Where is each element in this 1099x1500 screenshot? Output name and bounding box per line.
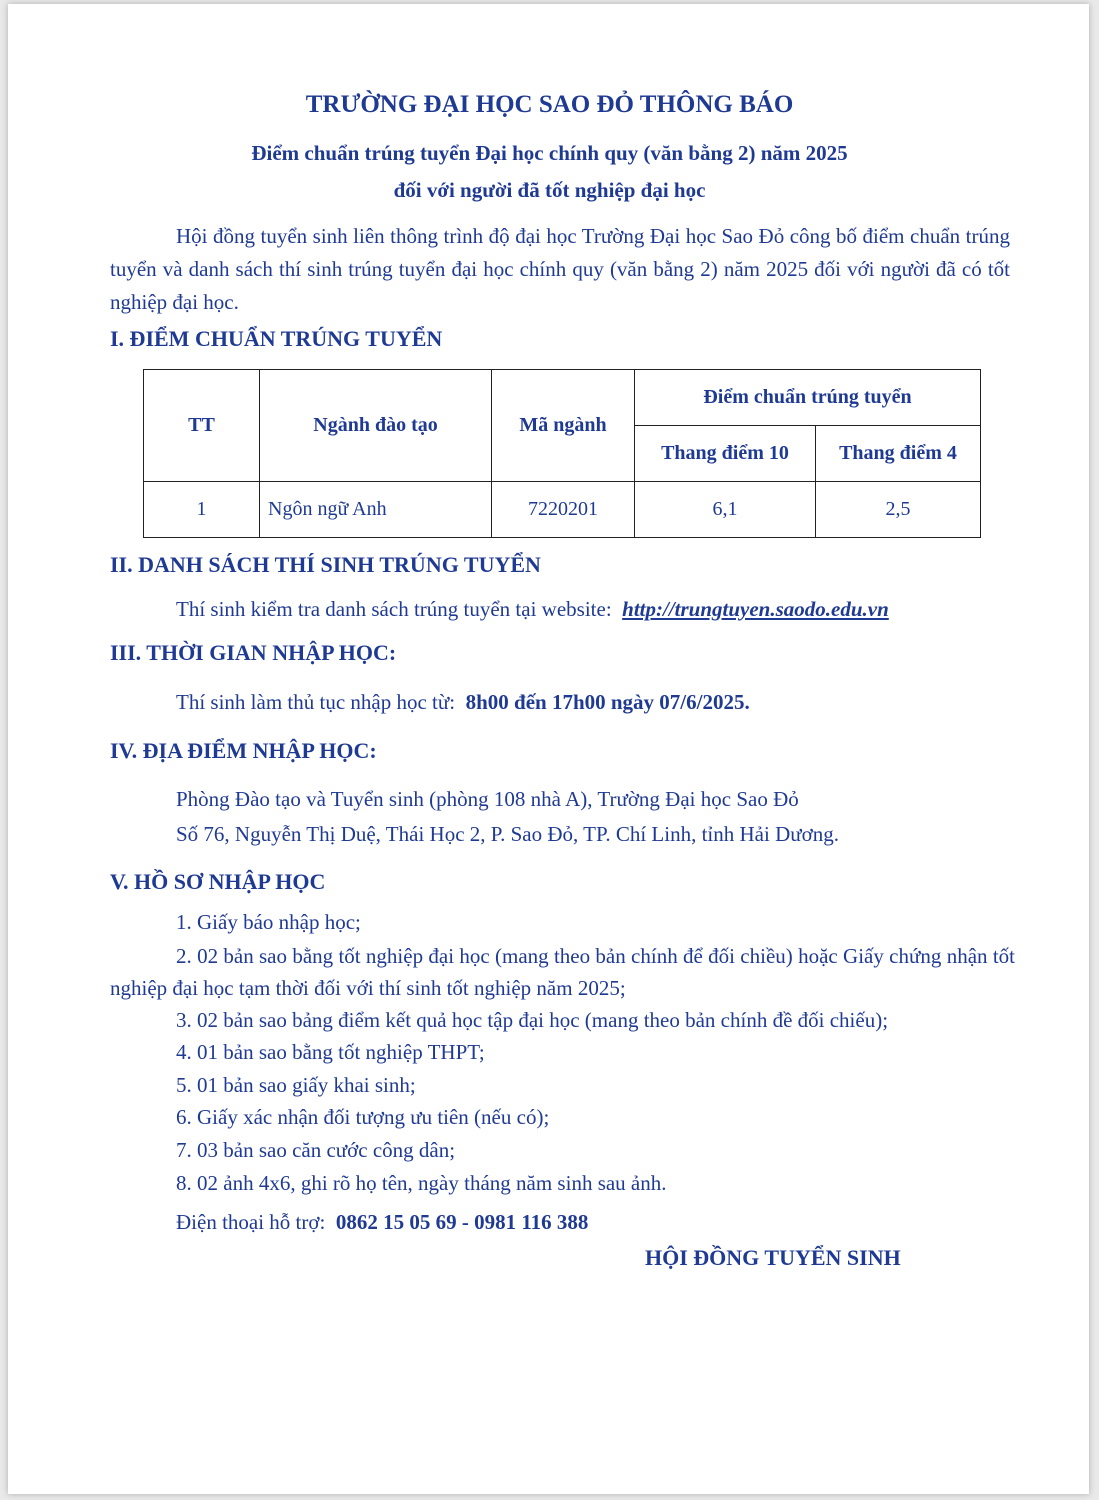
table-header-scale4: Thang điểm 4 — [816, 426, 981, 482]
admission-list-link[interactable]: http://trungtuyen.saodo.edu.vn — [622, 597, 889, 621]
list-item: 5. 01 bản sao giấy khai sinh; — [176, 1073, 416, 1097]
list-item: 7. 03 bản sao căn cước công dân; — [176, 1138, 456, 1162]
cell-scale4: 2,5 — [816, 482, 981, 538]
section2-line — [176, 597, 889, 622]
table-row — [144, 482, 981, 538]
list-item: 2. 02 bản sao bằng tốt nghiệp đại học (mang theo bản chính để đối chiều) hoặc Giấy chứng nhận tốt nghiệp đại học tạm thời đối với thí sinh tốt nghiệp năm 2025; — [110, 944, 1015, 1000]
list-item: 1. Giấy báo nhập học; — [176, 910, 361, 934]
cell-tt: 1 — [144, 482, 260, 538]
signature-block: HỘI ĐỒNG TUYỂN SINH — [645, 1245, 901, 1270]
cell-scale10: 6,1 — [635, 482, 816, 538]
table-header-tt: TT — [144, 370, 260, 482]
list-item: 6. Giấy xác nhận đối tượng ưu tiên (nếu có); — [176, 1105, 550, 1129]
section3-text: Thí sinh làm thủ tục nhập học từ: — [176, 690, 456, 714]
section2-heading: II. DANH SÁCH THÍ SINH TRÚNG TUYỂN — [110, 552, 541, 577]
document-subtitle-line1: Điểm chuẩn trúng tuyển Đại học chính quy (văn bằng 2) năm 2025 — [251, 141, 848, 165]
cell-code: 7220201 — [492, 482, 635, 538]
section2-text: Thí sinh kiểm tra danh sách trúng tuyển tại website: — [176, 597, 612, 621]
table-header-code: Mã ngành — [492, 370, 635, 482]
section3-heading: III. THỜI GIAN NHẬP HỌC: — [110, 640, 397, 665]
section1-heading: I. ĐIỂM CHUẨN TRÚNG TUYỂN — [110, 326, 443, 351]
list-item: 4. 01 bản sao bằng tốt nghiệp THPT; — [176, 1040, 485, 1064]
phone-numbers: 0862 15 05 69 - 0981 116 388 — [335, 1210, 589, 1234]
section5-heading: V. HỒ SƠ NHẬP HỌC — [110, 869, 326, 894]
cell-major: Ngôn ngữ Anh — [260, 482, 492, 538]
list-item: 8. 02 ảnh 4x6, ghi rõ họ tên, ngày tháng năm sinh sau ảnh. — [176, 1171, 667, 1195]
support-phone-line — [176, 1210, 588, 1235]
phone-label: Điện thoại hỗ trợ: — [176, 1210, 326, 1234]
list-item: 3. 02 bản sao bảng điểm kết quả học tập đại học (mang theo bản chính đề đối chiếu); — [176, 1008, 889, 1032]
score-table — [143, 369, 981, 538]
location-line2: Số 76, Nguyễn Thị Duệ, Thái Học 2, P. Sao Đỏ, TP. Chí Linh, tỉnh Hải Dương. — [176, 822, 839, 846]
section3-line — [176, 690, 750, 715]
section4-heading: IV. ĐỊA ĐIỂM NHẬP HỌC: — [110, 738, 377, 763]
document-subtitle-line2: đối với người đã tốt nghiệp đại học — [393, 178, 706, 202]
table-header-major: Ngành đào tạo — [260, 370, 492, 482]
intro-paragraph: Hội đồng tuyển sinh liên thông trình độ đại học Trường Đại học Sao Đỏ công bố điểm chuẩn trúng tuyển và danh sách thí sinh trúng tuyển đại học chính quy (văn bằng 2) năm 2025 đối với người đã có tốt nghiệp đại học. — [110, 224, 1010, 314]
table-header-scale10: Thang điểm 10 — [635, 426, 816, 482]
table-header-score-group: Điểm chuẩn trúng tuyển — [635, 370, 981, 426]
enrollment-time: 8h00 đến 17h00 ngày 07/6/2025. — [465, 690, 750, 714]
location-line1: Phòng Đào tạo và Tuyển sinh (phòng 108 nhà A), Trường Đại học Sao Đỏ — [176, 787, 799, 811]
document-title: TRƯỜNG ĐẠI HỌC SAO ĐỎ THÔNG BÁO — [305, 91, 794, 118]
